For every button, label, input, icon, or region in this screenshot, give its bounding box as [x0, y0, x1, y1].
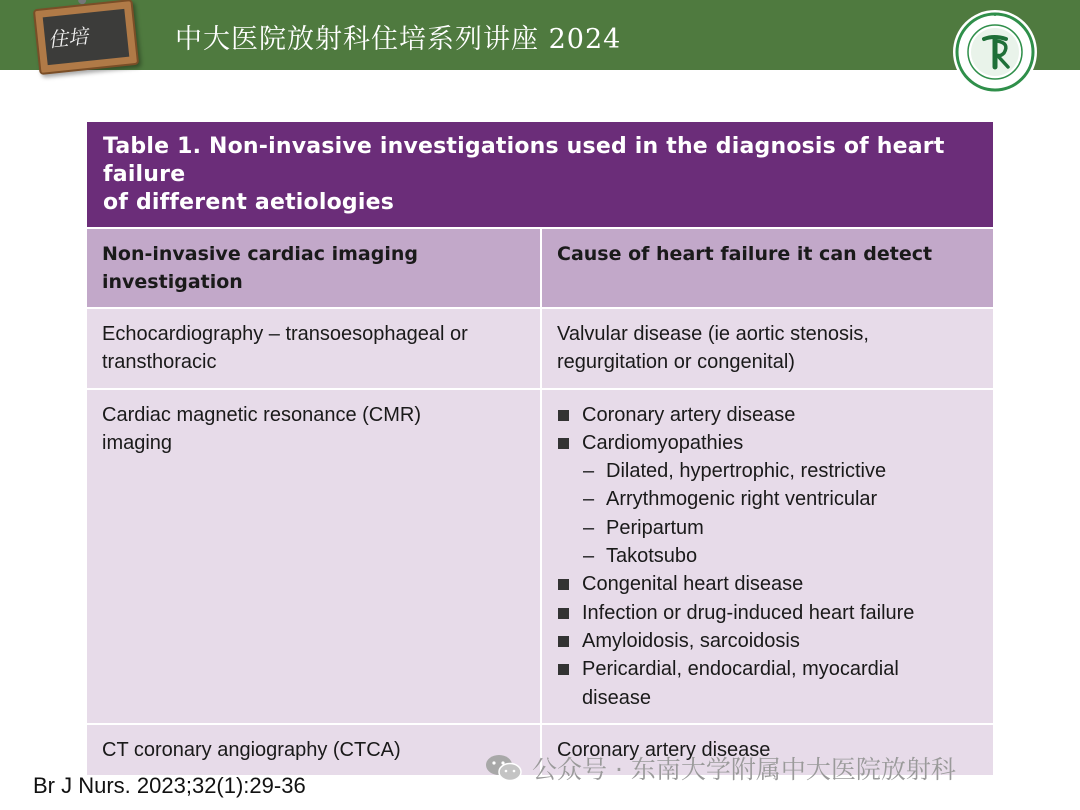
square-bullet-icon [558, 410, 569, 421]
dash-bullet-icon: – [583, 488, 595, 511]
column-header-cause: Cause of heart failure it can detect [541, 228, 994, 308]
watermark-text: 公众号 · 东南大学附属中大医院放射科 [532, 755, 956, 784]
list-item [557, 570, 978, 598]
list-item-text: Pericardial, endocardial, myocardial [582, 658, 899, 681]
table-row [86, 308, 994, 389]
heart-failure-table [85, 120, 995, 777]
page-title: 中大医院放射科住培系列讲座 2024 [175, 24, 622, 55]
square-bullet-icon [558, 608, 569, 619]
list-item [557, 599, 978, 627]
list-item [557, 627, 978, 655]
table-row [86, 389, 994, 724]
list-item-text: Cardiomyopathies [582, 431, 744, 454]
sub-item-text: Dilated, hypertrophic, restrictive [606, 460, 887, 483]
header-line-2: investigation [102, 271, 243, 293]
sub-list-item [582, 485, 978, 513]
cell-line: transthoracic [102, 351, 217, 374]
list-item [557, 401, 978, 429]
square-bullet-icon [558, 438, 569, 449]
caption-line-1: Table 1. Non-invasive investigations used in the diagnosis of heart failure [103, 134, 945, 187]
table-caption [86, 121, 994, 228]
caption-row [86, 121, 994, 228]
dash-bullet-icon: – [583, 545, 595, 568]
square-bullet-icon [558, 636, 569, 647]
list-item-text: Congenital heart disease [582, 573, 804, 596]
cell-cause [541, 308, 994, 389]
dash-bullet-icon: – [583, 460, 595, 483]
cell-cause: Coronary artery disease [541, 724, 994, 776]
list-item [557, 429, 978, 570]
sub-list [582, 457, 978, 570]
list-item-text: Coronary artery disease [582, 403, 796, 426]
cell-line: imaging [102, 431, 173, 454]
badge-text: 住培 [46, 23, 90, 52]
square-bullet-icon [558, 579, 569, 590]
square-bullet-icon [558, 664, 569, 675]
header-line-1: Non-invasive cardiac imaging [102, 243, 418, 265]
cell-investigation [86, 389, 541, 724]
sub-list-item [582, 457, 978, 485]
hospital-radiology-logo-icon [952, 9, 1038, 95]
cell-line: Cardiac magnetic resonance (CMR) [102, 403, 422, 426]
list-item-text: Amyloidosis, sarcoidosis [582, 629, 800, 652]
sub-list-item [582, 542, 978, 570]
cell-cause [541, 389, 994, 724]
citation: Br J Nurs. 2023;32(1):29-36 [33, 773, 306, 798]
header-row [86, 228, 994, 308]
cell-line: Echocardiography – transoesophageal or [102, 323, 468, 345]
list-item-text: disease [582, 686, 651, 709]
cell-investigation [86, 308, 541, 389]
watermark [484, 752, 956, 784]
cell-investigation: CT coronary angiography (CTCA) [86, 724, 541, 776]
column-header-investigation [86, 228, 541, 308]
list-item [557, 655, 978, 712]
cause-list [557, 401, 978, 712]
chalkboard-badge [33, 0, 139, 75]
cell-line: Valvular disease (ie aortic stenosis, [557, 323, 869, 345]
dash-bullet-icon: – [583, 516, 595, 539]
investigations-table [85, 120, 995, 777]
sub-list-item [582, 514, 978, 542]
sub-item-text: Arrythmogenic right ventricular [606, 488, 878, 511]
sub-item-text: Takotsubo [606, 545, 698, 568]
list-item-text: Infection or drug-induced heart failure [582, 601, 915, 624]
wechat-icon [484, 753, 524, 783]
caption-line-2: of different aetiologies [103, 190, 395, 215]
sub-item-text: Peripartum [606, 516, 704, 539]
cell-line: regurgitation or congenital) [557, 351, 795, 374]
